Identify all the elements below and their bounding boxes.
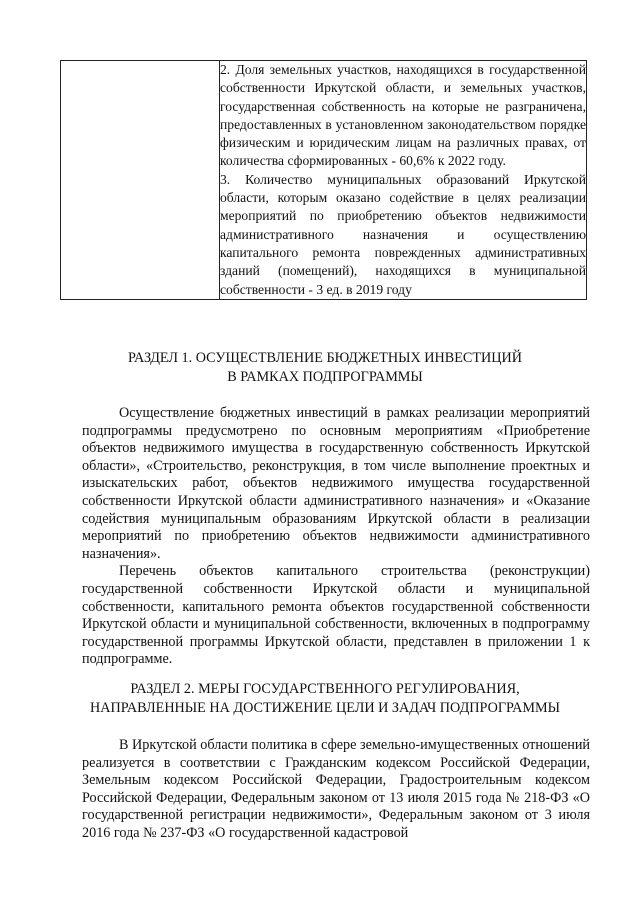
indicator-item-3: 3. Количество муниципальных образований Иркутской области, которым оказано содействие в целях реализации мероприятий по приобретению объектов недвижимости административного назначения и осуществлению капитального ремонта поврежденных административных зданий (помещений), находящихся в муниципальной собственности - 3 ед. в 2019 году — [220, 171, 586, 297]
section-2-paragraph-1: В Иркутской области политика в сфере земельно-имущественных отношений реализуется в соответствии с Гражданским кодексом Российской Федерации, Земельным кодексом Российской Федерации, Градостроительным кодексом Российской Федерации, Федеральным законом от 13 июля 2015 года № 218-ФЗ «О государственной регистрации недвижимости», Федеральным законом от 3 июля 2016 года № 237-ФЗ «О государственной кадастровой — [82, 737, 590, 841]
table-cell-indicators — [220, 61, 587, 300]
section-2-title-line-2: НАПРАВЛЕННЫЕ НА ДОСТИЖЕНИЕ ЦЕЛИ И ЗАДАЧ ПОДПРОГРАММЫ — [90, 700, 560, 716]
section-1-title-line-1: РАЗДЕЛ 1. ОСУЩЕСТВЛЕНИЕ БЮДЖЕТНЫХ ИНВЕСТИЦИЙ — [127, 350, 522, 366]
indicators-table — [60, 60, 587, 300]
section-2-body — [82, 737, 590, 843]
section-2-title-line-1: РАЗДЕЛ 2. МЕРЫ ГОСУДАРСТВЕННОГО РЕГУЛИРОВАНИЯ, — [130, 681, 520, 697]
section-1-paragraph-1: Осуществление бюджетных инвестиций в рамках реализации мероприятий подпрограммы предусмотрено по основным мероприятиям «Приобретение объектов недвижимого имущества в государственную собственность Иркутской области», «Строительство, реконструкция, в том числе выполнение проектных и изыскательских работ, объектов недвижимого имущества государственной собственности Иркутской области административного назначения» и «Оказание содействия муниципальным образованиям Иркутской области в реализации мероприятий по приобретению объектов недвижимости административного назначения». — [82, 405, 590, 562]
section-2-heading — [60, 680, 590, 718]
table-cell-empty — [61, 61, 220, 300]
section-1-title-line-2: В РАМКАХ ПОДПРОГРАММЫ — [227, 369, 423, 385]
section-1-body — [82, 405, 590, 669]
table-row — [61, 61, 587, 300]
indicator-item-2: 2. Доля земельных участков, находящихся в государственной собственности Иркутской области, и земельных участков, государственная собственность на которые не разграничена, предоставленных в установленном законодательством порядке физическим и юридическим лицам на различных правах, от количества сформированных - 60,6% к 2022 году. — [220, 62, 586, 169]
section-1-paragraph-2: Перечень объектов капитального строительства (реконструкции) государственной собственности Иркутской области и муниципальной собственности, капитального ремонта объектов государственной собственности Иркутской области и муниципальной собственности, включенных в подпрограмму государственной программы Иркутской области, представлен в приложении 1 к подпрограмме. — [82, 563, 590, 668]
section-1-heading — [60, 349, 590, 387]
